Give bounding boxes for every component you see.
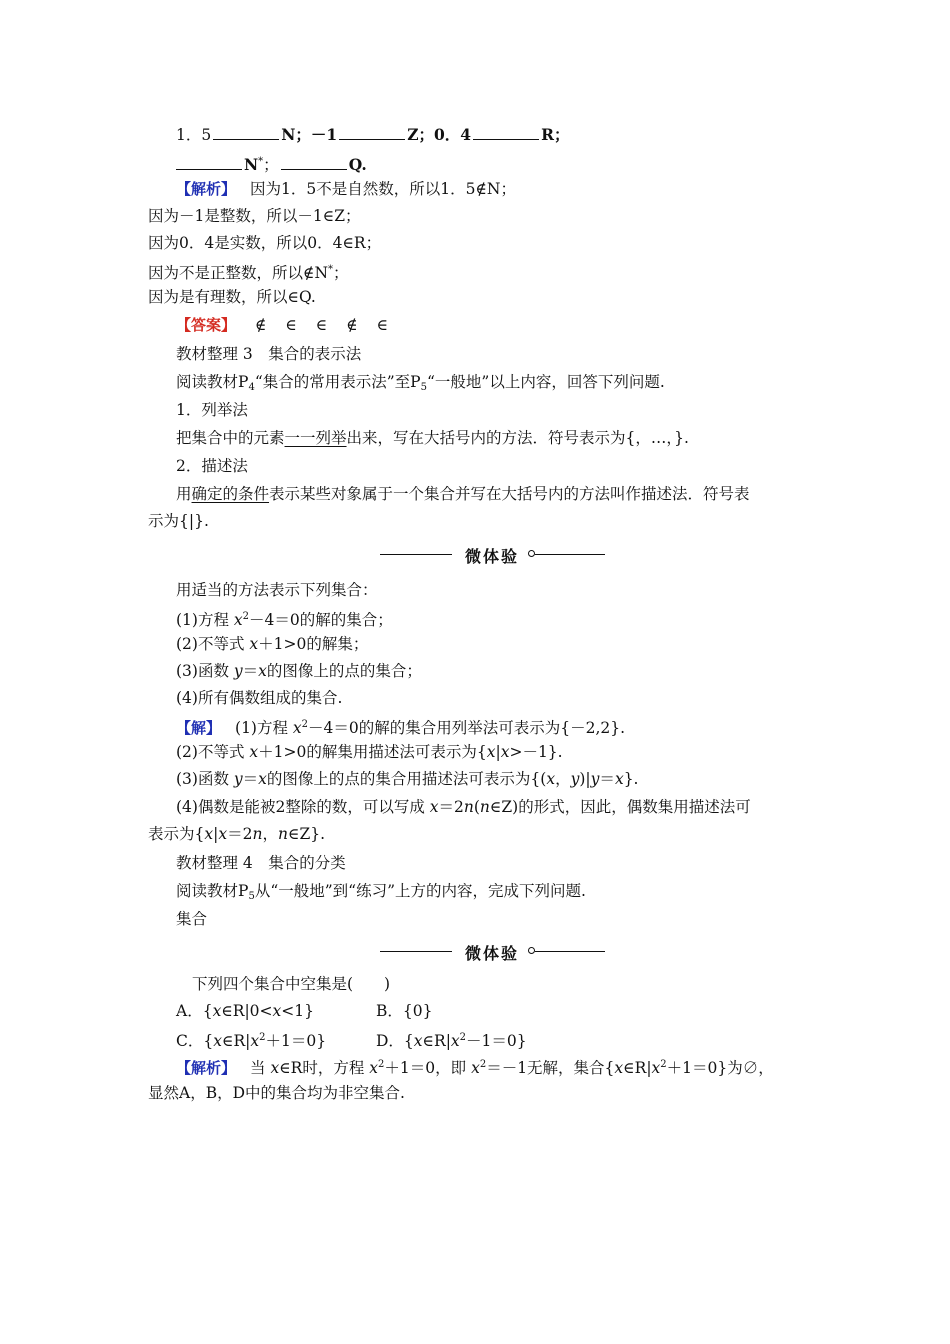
- var-x: x: [218, 825, 228, 843]
- final-analysis-line-2: 显然A，B，D中的集合均为非空集合.: [148, 1084, 405, 1102]
- answer-4: ∉: [346, 316, 358, 334]
- text: ＝2: [438, 798, 464, 816]
- var-y: y: [590, 770, 600, 788]
- var-n: n: [277, 825, 288, 843]
- semicolon: ；: [333, 264, 349, 282]
- exercise-item-1: [176, 607, 393, 630]
- exercise-item-4: (4)所有偶数组成的集合.: [176, 689, 343, 707]
- subheading-enumeration: 1．列举法: [176, 401, 248, 419]
- superscript: 2: [242, 611, 250, 622]
- divider-rule-left: [380, 554, 452, 555]
- text: ，: [555, 770, 571, 788]
- options-row-cd: [176, 1028, 527, 1051]
- description-definition-2: 示为{|}.: [148, 512, 209, 530]
- var-n: n: [463, 798, 474, 816]
- var-x: x: [500, 743, 510, 761]
- solution-line-5: [148, 824, 325, 844]
- analysis-text-4: 因为不是正整数，所以∉N: [148, 264, 329, 282]
- answer-5: ∈: [376, 316, 389, 334]
- superscript: 2: [259, 1032, 266, 1043]
- text: (1)方程: [176, 611, 234, 629]
- text: 表示为{: [148, 825, 205, 843]
- analysis-line-2: 因为－1是整数，所以－1∈Z；: [148, 207, 361, 225]
- text: |: [495, 743, 501, 761]
- var-x: x: [249, 743, 259, 761]
- text-semicolon: ；: [263, 156, 279, 174]
- text: (3)函数: [176, 662, 234, 680]
- text: －4＝0的解的集合用列举法可表示为{－2,2}.: [308, 719, 626, 737]
- text: ＝: [242, 770, 259, 788]
- var-x: x: [250, 1032, 260, 1050]
- text-r: R；: [541, 125, 570, 144]
- reading-instruction-1: [176, 372, 665, 398]
- exercise-prompt: 用适当的方法表示下列集合：: [176, 581, 378, 599]
- analysis-line-1: [176, 179, 516, 199]
- solution-line-2: [176, 742, 563, 762]
- answer-2: ∈: [285, 316, 297, 334]
- divider-rule-left: [380, 951, 452, 952]
- text: “一般地”以上内容，回答下列问题.: [426, 373, 665, 391]
- analysis-line-3: 因为0．4是实数，所以0．4∈R；: [148, 234, 382, 252]
- exercise-item-2: [176, 634, 368, 654]
- blank-5[interactable]: [281, 156, 347, 170]
- blank-4[interactable]: [176, 156, 242, 170]
- subscript: 4: [248, 382, 255, 393]
- text: (2)不等式: [176, 743, 250, 761]
- text: 从“一般地”到“练习”上方的内容，完成下列问题.: [254, 882, 586, 900]
- var-x: x: [258, 662, 267, 680]
- divider-micro-experience-1: [380, 544, 605, 566]
- text: ＋1＝0}: [265, 1032, 327, 1050]
- question-stem: 下列四个集合中空集是( ): [192, 975, 391, 993]
- analysis-tag-2: 【解析】: [176, 1059, 237, 1077]
- text: |: [213, 825, 219, 843]
- blank-3[interactable]: [473, 126, 539, 140]
- analysis-line-4: [148, 260, 349, 283]
- options-row-ab: [176, 1001, 432, 1021]
- text: D．{: [376, 1032, 414, 1050]
- var-y: y: [570, 770, 580, 788]
- text: ＝－1无解，集合{: [486, 1059, 615, 1077]
- var-n: n: [252, 825, 263, 843]
- var-x: x: [369, 1059, 379, 1077]
- text: ∈R|: [221, 1032, 251, 1050]
- description-definition-1: [176, 484, 750, 504]
- section-heading-4: 教材整理 4 集合的分类: [176, 854, 346, 872]
- text: ∈R|: [623, 1059, 652, 1077]
- text: <1}: [281, 1002, 314, 1020]
- underlined-term: 一一列举: [284, 429, 347, 447]
- text: －1＝0}: [466, 1032, 527, 1050]
- collection-label: 集合: [176, 910, 208, 928]
- var-x: x: [413, 1032, 423, 1050]
- section-heading-3: 教材整理 3 集合的表示法: [176, 345, 362, 363]
- var-y: y: [233, 770, 243, 788]
- subscript: 5: [248, 891, 255, 902]
- option-b[interactable]: B．{0}: [376, 1002, 433, 1020]
- solution-tag: 【解】: [176, 719, 222, 737]
- blank-1[interactable]: [213, 126, 279, 140]
- text: ∈R时，方程: [279, 1059, 370, 1077]
- var-y: y: [233, 662, 243, 680]
- superscript-star: *: [258, 156, 264, 167]
- text: C．{: [176, 1032, 214, 1050]
- text: (4)偶数是能被2整除的数，可以写成: [176, 798, 430, 816]
- text: (3)函数: [176, 770, 234, 788]
- text: 的图像上的点的集合；: [266, 662, 422, 680]
- var-x: x: [486, 743, 496, 761]
- var-x: x: [292, 719, 302, 737]
- text: ∈Z)的形式，因此，偶数集用描述法可: [489, 798, 751, 816]
- text: }.: [623, 770, 639, 788]
- superscript: 2: [660, 1059, 667, 1070]
- divider-rule-right: [535, 951, 605, 952]
- text: >－1}.: [509, 743, 563, 761]
- var-x: x: [213, 1032, 222, 1050]
- divider-micro-experience-2: [380, 941, 605, 963]
- answer-3: ∈: [315, 316, 328, 334]
- text: 表示某些对象属于一个集合并写在大括号内的方法叫作描述法．符号表: [269, 485, 750, 503]
- text: )|: [579, 770, 591, 788]
- text: ＝2: [227, 825, 253, 843]
- blank-2[interactable]: [339, 126, 405, 140]
- text: ∈Z}.: [287, 825, 326, 843]
- text: ，: [262, 825, 278, 843]
- text: “集合的常用表示法”至P: [254, 373, 421, 391]
- underlined-term: 确定的条件: [191, 485, 270, 503]
- superscript-star-2: *: [328, 264, 334, 275]
- text: 出来，写在大括号内的方法．符号表示为{，…，}.: [346, 429, 689, 447]
- var-x: x: [270, 1059, 280, 1077]
- solution-line-4: [176, 797, 751, 817]
- text: 的图像上的点的集合用描述法可表示为{(: [266, 770, 547, 788]
- answer-tag: 【答案】: [176, 316, 237, 334]
- var-x: x: [651, 1059, 661, 1077]
- var-x: x: [429, 798, 439, 816]
- fill-blank-line-2: [176, 152, 367, 175]
- divider-circle: [528, 947, 535, 954]
- enumeration-definition: [176, 428, 689, 448]
- text: (2)不等式: [176, 635, 250, 653]
- text: ＝: [599, 770, 615, 788]
- text: (1)方程: [235, 719, 293, 737]
- var-x: x: [233, 611, 243, 629]
- text: A．{: [176, 1002, 213, 1020]
- var-x: x: [546, 770, 556, 788]
- text-n-minus-1: N；－1: [281, 125, 338, 144]
- solution-line-3: [176, 769, 638, 789]
- text: ＋1＝0}为∅，: [666, 1059, 774, 1077]
- text-z-0-4: Z；0．4: [407, 125, 472, 144]
- text: 阅读教材P: [176, 373, 249, 391]
- var-n: n: [479, 798, 490, 816]
- analysis-tag: 【解析】: [176, 180, 237, 198]
- superscript: 2: [378, 1059, 385, 1070]
- text: 阅读教材P: [176, 882, 249, 900]
- option-d[interactable]: [376, 1032, 527, 1050]
- text-q: Q.: [348, 155, 367, 174]
- var-x: x: [614, 1059, 624, 1077]
- text: (: [473, 798, 480, 816]
- answer-line: [176, 315, 388, 335]
- var-x: x: [471, 1059, 480, 1077]
- var-x: x: [204, 825, 214, 843]
- divider-rule-right: [535, 554, 605, 555]
- subscript: 5: [420, 382, 427, 393]
- answer-1: ∉: [254, 316, 267, 334]
- text: －4＝0的解的集合；: [249, 611, 393, 629]
- var-x: x: [272, 1002, 282, 1020]
- text-n-star: N: [244, 155, 259, 174]
- option-c[interactable]: [176, 1028, 376, 1051]
- option-a[interactable]: [176, 1001, 376, 1021]
- superscript: 2: [479, 1059, 487, 1070]
- var-x: x: [258, 770, 267, 788]
- text: ∈R|: [422, 1032, 451, 1050]
- analysis-text-1: 因为1．5不是自然数，所以1．5∉N；: [250, 180, 516, 198]
- fill-blank-line-1: [176, 125, 569, 145]
- text: ＝: [242, 662, 259, 680]
- text: 把集合中的元素: [176, 429, 285, 447]
- superscript: 2: [301, 719, 309, 730]
- var-x: x: [450, 1032, 460, 1050]
- divider-circle: [528, 550, 535, 557]
- text: ＋1>0的解集用描述法可表示为{: [258, 743, 487, 761]
- superscript: 2: [459, 1032, 467, 1043]
- final-analysis-line-1: [176, 1055, 774, 1078]
- var-x: x: [212, 1002, 222, 1020]
- text: ∈R|0<: [221, 1002, 273, 1020]
- text: ＋1＝0，即: [384, 1059, 472, 1077]
- var-x: x: [614, 770, 624, 788]
- text-1-5: 1．5: [176, 126, 212, 144]
- subheading-description: 2．描述法: [176, 457, 248, 475]
- text: ＋1>0的解集；: [258, 635, 369, 653]
- divider-label: 微体验: [464, 944, 519, 963]
- text: 用: [176, 485, 192, 503]
- var-x: x: [249, 635, 259, 653]
- reading-instruction-2: [176, 881, 586, 907]
- exercise-item-3: [176, 661, 422, 681]
- divider-label: 微体验: [464, 547, 519, 566]
- analysis-line-5: 因为是有理数，所以∈Q.: [148, 288, 316, 306]
- text: 当: [250, 1059, 271, 1077]
- solution-line-1: [176, 715, 625, 738]
